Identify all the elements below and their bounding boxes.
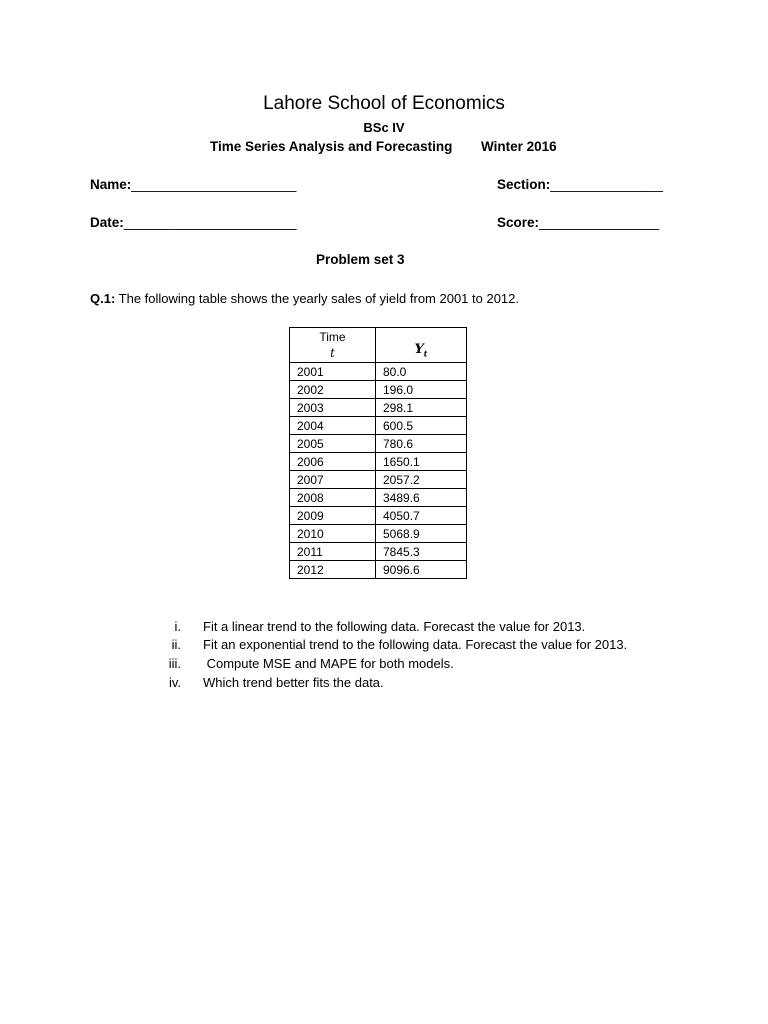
section-field[interactable] [497,177,663,192]
program-label: BSc IV [363,120,405,135]
year-cell: 2011 [290,543,376,561]
value-cell: 600.5 [376,417,467,435]
value-cell: 9096.6 [376,561,467,579]
table-row [290,435,467,453]
year-cell: 2003 [290,399,376,417]
year-cell: 2004 [290,417,376,435]
task-number: i. [174,619,181,634]
task-text: Which trend better fits the data. [203,675,384,690]
name-field[interactable] [90,177,296,192]
data-table [289,327,467,579]
table-row [290,489,467,507]
page-title: Lahore School of Economics [263,93,505,114]
table-row [290,561,467,579]
table-row [290,453,467,471]
year-cell: 2001 [290,363,376,381]
task-number: ii. [171,637,181,652]
name-label: Name: [90,177,132,192]
table-row [290,363,467,381]
year-cell: 2010 [290,525,376,543]
table-row [290,507,467,525]
table-header-row [290,328,467,363]
task-item [0,637,768,655]
section-blank-line[interactable]: _______________ [550,177,663,192]
value-cell: 4050.7 [376,507,467,525]
table-row [290,399,467,417]
y-symbol: Y [414,341,424,357]
task-item [0,675,768,693]
yt-column-header [376,328,467,363]
value-cell: 5068.9 [376,525,467,543]
question-text [90,291,519,306]
value-cell: 196.0 [376,381,467,399]
year-cell: 2005 [290,435,376,453]
date-blank-line[interactable]: _______________________ [123,215,297,230]
term-label: Winter 2016 [481,139,557,154]
value-cell: 780.6 [376,435,467,453]
time-header-label: Time [319,330,346,344]
year-cell: 2007 [290,471,376,489]
year-cell: 2012 [290,561,376,579]
t-header-symbol: t [330,346,335,360]
year-cell: 2002 [290,381,376,399]
value-cell: 298.1 [376,399,467,417]
task-number: iii. [168,656,181,671]
yt-header-symbol [415,342,428,357]
problem-set-heading: Problem set 3 [316,252,405,267]
task-text: Fit a linear trend to the following data. Forecast the value for 2013. [203,619,586,634]
course-title: Time Series Analysis and Forecasting [210,139,453,154]
section-label: Section: [497,177,551,192]
time-column-header [290,328,376,363]
value-cell: 3489.6 [376,489,467,507]
value-cell: 1650.1 [376,453,467,471]
year-cell: 2006 [290,453,376,471]
task-item [0,656,768,674]
score-label: Score: [497,215,540,230]
task-number: iv. [168,675,181,690]
task-text: Fit an exponential trend to the following data. Forecast the value for 2013. [203,637,628,652]
name-blank-line[interactable]: ______________________ [131,177,297,192]
date-label: Date: [90,215,124,230]
t-subscript: t [423,348,428,359]
table-row [290,543,467,561]
table-row [290,525,467,543]
year-cell: 2009 [290,507,376,525]
task-text: Compute MSE and MAPE for both models. [203,656,454,671]
table-row [290,471,467,489]
score-blank-line[interactable]: ________________ [539,215,660,230]
question-label: Q.1: [90,291,116,306]
score-field[interactable] [497,215,659,230]
table-row [290,381,467,399]
year-cell: 2008 [290,489,376,507]
task-item [0,619,768,637]
question-body: The following table shows the yearly sales of yield from 2001 to 2012. [115,291,520,306]
value-cell: 7845.3 [376,543,467,561]
value-cell: 80.0 [376,363,467,381]
value-cell: 2057.2 [376,471,467,489]
date-field[interactable] [90,215,296,230]
table-row [290,417,467,435]
